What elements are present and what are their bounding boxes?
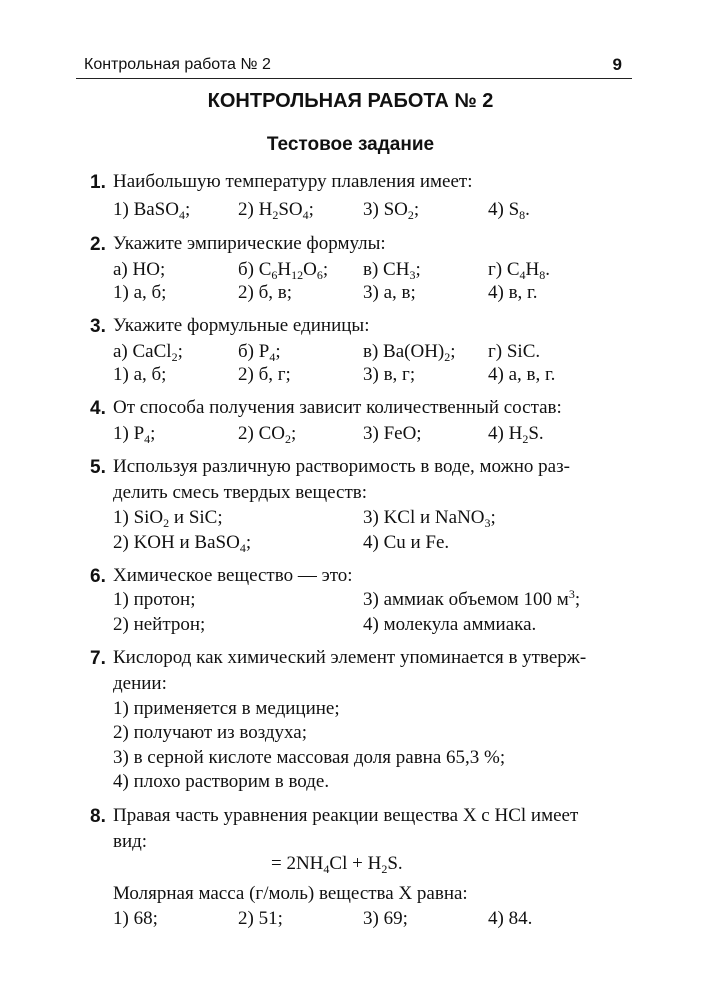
page-number: 9 xyxy=(612,55,622,74)
question-number: 1. xyxy=(90,172,106,193)
formula-option: г) $C_4H_8$. xyxy=(488,259,551,282)
question-number: 5. xyxy=(90,457,106,478)
formula-option: в) $CH_3$; xyxy=(363,259,421,282)
question-text: Молярная масса (г/моль) вещества X равна: xyxy=(113,883,468,904)
answer-option: 3) а, в; xyxy=(363,282,416,303)
question-number: 2. xyxy=(90,234,106,255)
answer-option: 4) а, в, г. xyxy=(488,364,556,385)
question-text: Правая часть уравнения реакции вещества X с HCl имеет xyxy=(113,805,579,826)
section-subtitle: Тестовое задание xyxy=(266,134,435,155)
answer-option: 2) получают из воздуха; xyxy=(113,722,308,743)
reaction-equation: = $2NH_4Cl + H_2S$. xyxy=(271,853,403,876)
answer-option: 1) а, б; xyxy=(113,364,167,385)
formula-option: в) $Ba(OH)_2$; xyxy=(363,341,456,364)
question-text: Химическое вещество — это: xyxy=(113,565,353,586)
answer-option: 1) $P_4$; xyxy=(113,423,156,446)
question-text: Укажите эмпирические формулы: xyxy=(113,233,386,254)
answer-option: 4) 84. xyxy=(488,908,533,929)
answer-option: 1) 68; xyxy=(113,908,158,929)
formula-option: а) CaCl$_2$; xyxy=(113,341,183,364)
answer-option: 2) $CO_2$; xyxy=(238,423,297,446)
question-text: От способа получения зависит количественный состав: xyxy=(113,397,562,418)
answer-option: 3) в, г; xyxy=(363,364,416,385)
answer-option: 2) $H_2SO_4$; xyxy=(238,199,314,222)
running-header-title: Контрольная работа № 2 xyxy=(84,56,271,73)
question-text: Укажите формульные единицы: xyxy=(113,315,370,336)
formula-option: б) $P_4$; xyxy=(238,341,281,364)
answer-option: 1) протон; xyxy=(113,589,196,610)
page-title: КОНТРОЛЬНАЯ РАБОТА № 2 xyxy=(207,90,494,112)
formula-option: г) SiC. xyxy=(488,341,541,362)
question-number: 7. xyxy=(90,648,106,669)
question-text: дении: xyxy=(113,673,167,694)
answer-option: 3) 69; xyxy=(363,908,408,929)
answer-option: 1) а, б; xyxy=(113,282,167,303)
answer-option: 1) SiO$_2$ и SiC; xyxy=(113,507,223,530)
answer-option: 4) в, г. xyxy=(488,282,538,303)
answer-option: 2) б, г; xyxy=(238,364,291,385)
answer-option: 4) $H_2S$. xyxy=(488,423,544,446)
answer-option: 3) KCl и NaNO$_3$; xyxy=(363,507,496,530)
answer-option: 1) BaSO$_4$; xyxy=(113,199,191,222)
question-text: делить смесь твердых веществ: xyxy=(113,482,368,503)
answer-option: 4) $S_8$. xyxy=(488,199,530,222)
header-rule xyxy=(76,78,632,79)
answer-option: 4) Cu и Fe. xyxy=(363,532,450,553)
answer-option: 1) применяется в медицине; xyxy=(113,698,340,719)
answer-option: 2) 51; xyxy=(238,908,283,929)
question-number: 8. xyxy=(90,806,106,827)
formula-option: б) $C_6H_{12}O_6$; xyxy=(238,259,329,282)
answer-option: 2) нейтрон; xyxy=(113,614,206,635)
answer-option: 3) аммиак объемом 100 $м^3$; xyxy=(363,587,581,610)
running-header xyxy=(76,50,632,80)
answer-option: 4) плохо растворим в воде. xyxy=(113,771,330,792)
question-text: вид: xyxy=(113,831,148,852)
question-number: 4. xyxy=(90,398,106,419)
formula-option: а) HO; xyxy=(113,259,166,280)
question-number: 6. xyxy=(90,566,106,587)
question-text: Наибольшую температуру плавления имеет: xyxy=(113,171,473,192)
question-text: Кислород как химический элемент упоминается в утверж- xyxy=(113,647,587,668)
answer-option: 3) в серной кислоте массовая доля равна 65,3 %; xyxy=(113,747,506,768)
question-text: Используя различную растворимость в воде, можно раз- xyxy=(113,456,570,477)
answer-option: 2) б, в; xyxy=(238,282,292,303)
answer-option: 4) молекула аммиака. xyxy=(363,614,537,635)
answer-option: 2) KOH и BaSO$_4$; xyxy=(113,532,252,555)
question-number: 3. xyxy=(90,316,106,337)
answer-option: 3) $SO_2$; xyxy=(363,199,420,222)
answer-option: 3) FeO; xyxy=(363,423,422,444)
